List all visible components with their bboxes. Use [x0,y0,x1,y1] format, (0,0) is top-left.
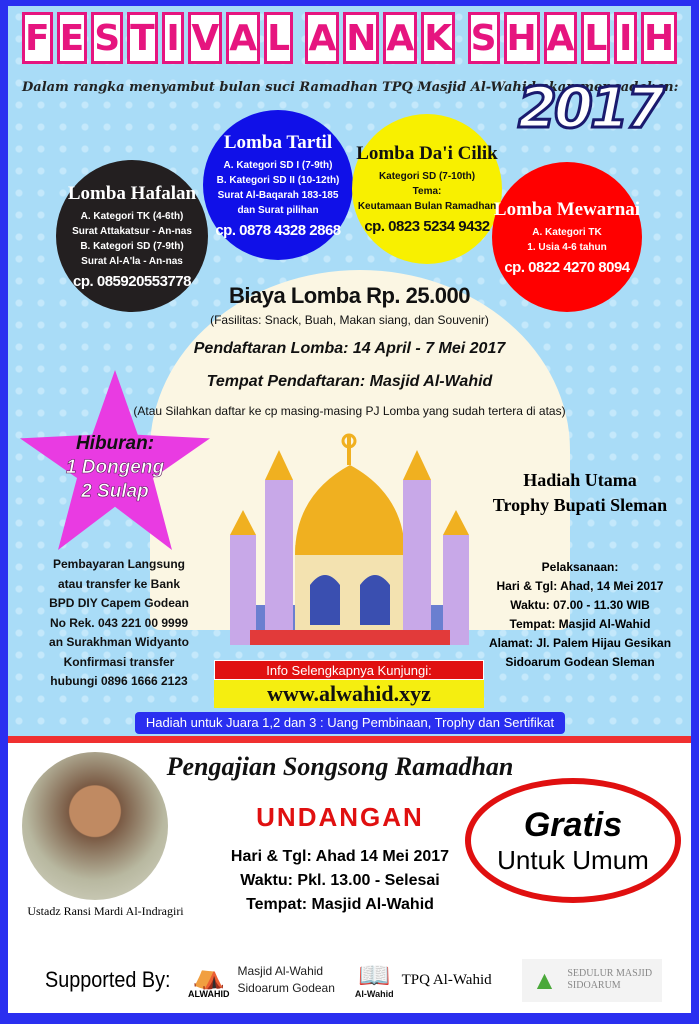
free-big: Gratis [523,806,623,844]
title-letter: S [468,12,500,64]
contest-line: Tema: [412,186,442,197]
payment-line: hubungi 0896 1666 2123 [50,674,188,688]
contest-tartil [203,110,353,260]
contest-name: Lomba Da'i Cilik [356,143,498,164]
contest-line: Surat Al-Baqarah 183-185 [217,189,339,201]
title-letter: A [544,12,578,64]
contest-line: A. Kategori SD I (7-9th) [223,159,333,171]
title-letter: I [162,12,185,64]
execution-line: Sidoarum Godean Sleman [505,655,655,669]
logo1-line: Masjid Al-Wahid [237,964,324,978]
footer [8,947,691,1013]
entertainment [40,432,190,504]
entertainment-item: 2 Sulap [81,481,149,502]
info-label: Info Selengkapnya Kunjungi: [214,660,484,680]
logo2-mark: Al-Wahid [354,989,394,999]
title-letter: F [22,12,53,64]
sponsor-masjid [188,961,335,999]
title-letter: S [91,12,123,64]
title-letter: V [188,12,222,64]
registration-dates: Pendaftaran Lomba: 14 April - 7 Mei 2017 [193,340,506,357]
contest-name: Lomba Hafalan [67,182,197,204]
main-prize [470,468,690,518]
execution-line: Pelaksanaan: [541,560,619,574]
entertainment-title: Hiburan: [75,433,155,454]
title-space [459,12,463,70]
fee: Biaya Lomba Rp. 25.000 [229,283,470,308]
contest-line: B. Kategori SD (7-9th) [80,240,184,252]
title-letter: H [504,12,540,64]
contest-line: 1. Usia 4-6 tahun [527,241,607,253]
contest-line: Surat Attakatsur - An-nas [72,225,192,237]
prize-name: Trophy Bupati Sleman [492,495,668,515]
logo3-line: SEDULUR MASJID [567,968,653,979]
contest-line: A. Kategori TK [532,226,602,238]
facilities: (Fasilitas: Snack, Buah, Makan siang, dan Souvenir) [210,313,489,327]
contest-line: dan Surat pilihan [237,204,319,216]
title-letter: L [581,12,610,64]
pengajian-title: Pengajian Songsong Ramadhan [166,752,514,781]
execution-line: Waktu: 07.00 - 11.30 WIB [510,598,650,612]
logo3-line: SIDOARUM [567,980,621,991]
website-link[interactable]: www.alwahid.xyz [214,680,484,708]
leaf-logo-icon: ▲ [531,964,558,995]
title-space [297,12,301,70]
free-small: Untuk Umum [497,845,649,875]
award-note: Hadiah untuk Juara 1,2 dan 3 : Uang Pembinaan, Trophy dan Sertifikat [135,712,565,734]
mosque-illustration [225,425,475,665]
title-letter: I [614,12,637,64]
contest-name: Lomba Mewarnai [493,198,641,220]
registration-note: (Atau Silahkan daftar ke cp masing-masing PJ Lomba yang sudah tertera di atas) [133,404,566,418]
intro-text: Dalam rangka menyambut bulan suci Ramadhan TPQ Masjid Al-Wahid akan mengadakan: [22,80,679,95]
contest-phone: cp. 085920553778 [73,272,191,290]
execution-line: Tempat: Masjid Al-Wahid [509,617,651,631]
year-label: 2017 [518,76,662,141]
payment-line: Konfirmasi transfer [63,654,175,669]
execution-line: Alamat: Jl. Palem Hijau Gesikan [488,636,672,650]
contest-line: Keutamaan Bulan Ramadhan [357,201,497,212]
contest-line: A. Kategori TK (4-6th) [80,210,184,222]
book-logo-icon: 📖 Al-Wahid [354,960,394,999]
sponsor-tpq [355,961,492,999]
payment-line: Pembayaran Langsung [52,557,186,571]
mosque-logo-icon: ⛺ ALWAHID [188,960,230,999]
logo1-mark: ALWAHID [188,989,230,999]
title-letter: A [226,12,260,64]
contest-phone: cp. 0878 4328 2868 [215,221,341,239]
payment-line: an Surakhman Widyanto [49,635,189,649]
execution-info [470,558,690,672]
contest-line: Kategori SD (7-10th) [378,171,476,182]
registration-place: Tempat Pendaftaran: Masjid Al-Wahid [206,373,493,390]
entertainment-item: 1 Dongeng [65,457,165,478]
pengajian-time: Waktu: Pkl. 13.00 - Selesai [240,872,440,889]
payment-line: BPD DIY Capem Godean [49,596,189,610]
invitation-label: UNDANGAN [256,802,424,832]
logo1-line: Sidoarum Godean [237,981,335,995]
contest-phone: cp. 0823 5234 9432 [364,218,490,235]
contest-name: Lomba Tartil [223,131,333,153]
title-letter: N [343,12,379,64]
pengajian-place: Tempat: Masjid Al-Wahid [246,896,434,913]
title-letter: E [57,12,88,64]
poster-title [22,12,677,70]
contest-line: Surat Al-A'la - An-nas [81,255,183,267]
speaker-photo [22,752,168,900]
payment-line: atau transfer ke Bank [57,576,181,591]
supported-by: Supported By: [45,967,171,992]
prize-heading: Hadiah Utama [523,470,637,490]
title-letter: L [264,12,293,64]
title-letter: K [421,12,455,64]
contest-line: B. Kategori SD II (10-12th) [216,174,340,186]
pengajian-date: Hari & Tgl: Ahad 14 Mei 2017 [230,848,450,865]
execution-line: Hari & Tgl: Ahad, 14 Mei 2017 [496,579,664,593]
contest-dai-cilik [352,114,502,264]
sponsor-sedulur [522,959,662,1002]
title-letter: A [383,12,417,64]
speaker-name: Ustadz Ransi Mardi Al-Indragiri [27,904,184,918]
title-letter: A [305,12,339,64]
payment-line: No Rek. 043 221 00 9999 [49,615,189,630]
title-letter: T [127,12,158,64]
free-badge [465,778,681,903]
contest-phone: cp. 0822 4270 8094 [504,258,630,276]
title-letter: H [641,12,677,64]
logo2-text: TPQ Al-Wahid [401,971,492,988]
payment-info [24,555,214,692]
